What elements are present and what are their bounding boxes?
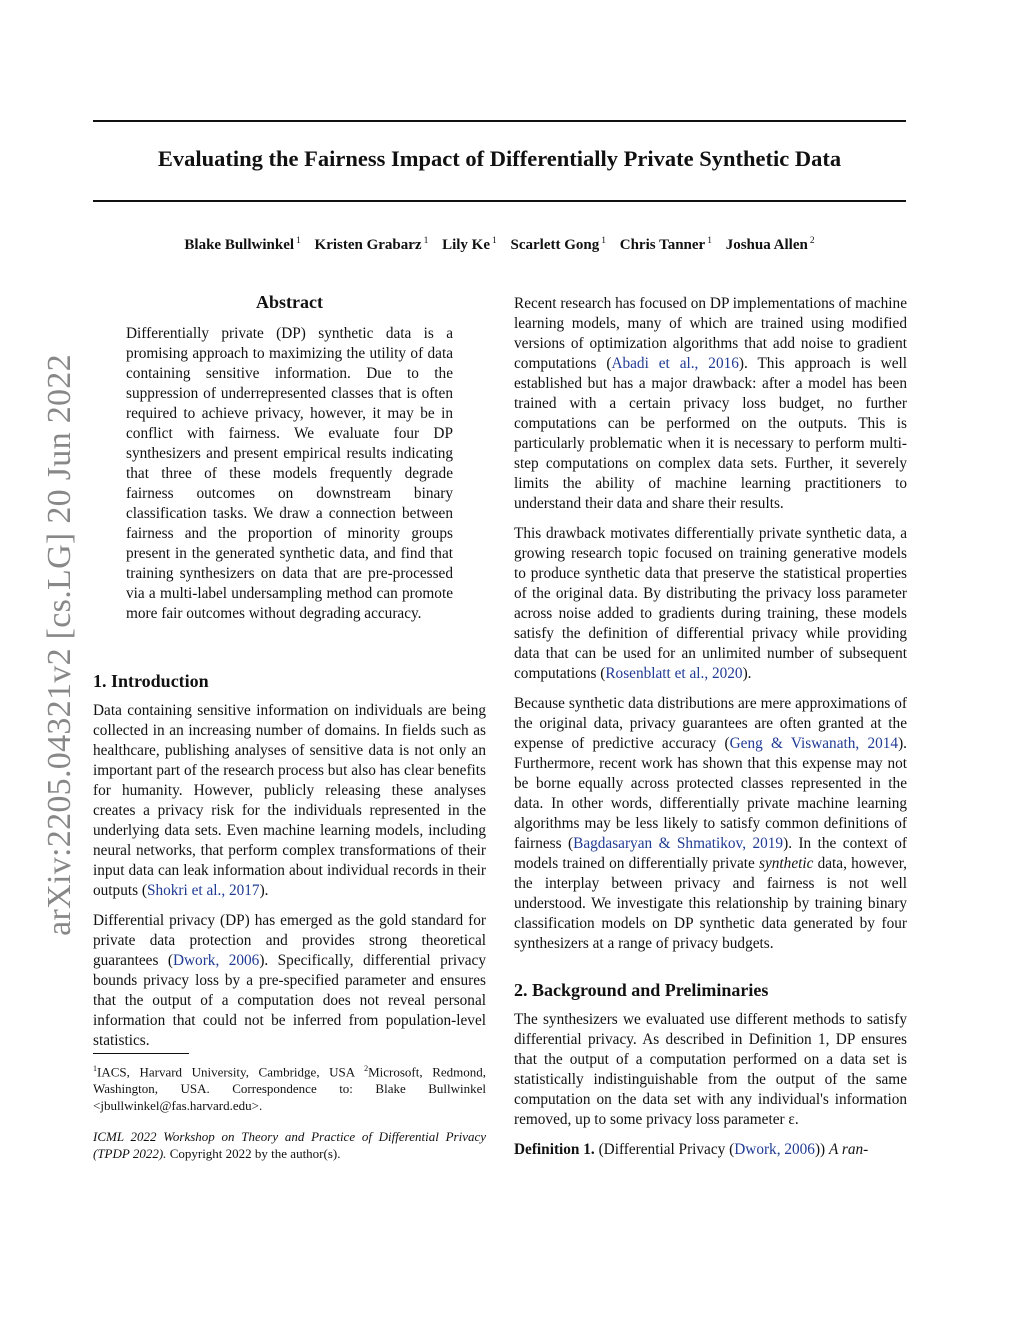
definition-paragraph: Definition 1. (Differential Privacy (Dwork, 2006)) A ran- [514,1141,869,1158]
abstract-heading: Abstract [256,292,323,312]
paper-title: Evaluating the Fairness Impact of Differentially Private Synthetic Data [157,146,842,171]
citation-link[interactable]: Geng & Viswanath, 2014 [729,735,899,752]
author-list [93,236,906,254]
intro-paragraph: Differential privacy (DP) has emerged as the gold standard for private data protection and provides strong theoretical guarantees (Dwork, 2006). Specifically, differential privacy bounds privacy loss by a pre-specified parameter and ensures that the output of a computation does not reveal personal information that could not be inferred from population-level statistics. [93,912,486,1049]
footnote-rule [93,1053,189,1054]
body-paragraph: Because synthetic data distributions are mere approximations of the original data, privacy guarantees are often granted at the expense of predictive accuracy (Geng & Viswanath, 2014). Furthermore, recent work has shown that this expense may not be borne equally across protected classes represented in the data. In other words, differentially private machine learning algorithms may be less likely to satisfy common definitions of fairness (Bagdasaryan & Shmatikov, 2019). In the context of models trained on differentially private synthetic data, however, the interplay between privacy and fairness is not well understood. We investigate this relationship by training binary classification models on DP synthetic data generated by four synthesizers at a range of privacy budgets. [514,695,907,952]
section2-heading: 2. Background and Preliminaries [514,980,769,1000]
intro-heading: 1. Introduction [93,671,209,691]
abstract-body: Differentially private (DP) synthetic data is a promising approach to maximizing the utility of data containing sensitive information. Due to the suppression of underrepresented classes that is often required to achieve privacy, however, it may be in conflict with fairness. We evaluate four DP synthesizers and present empirical results indicating that three of these models frequently degrade fairness outcomes on downstream binary classification tasks. We draw a connection between fairness and the proportion of minority groups present in the generated synthetic data, and find that training synthesizers on data that are pre-processed via a multi-label undersampling method can promote more fair outcomes without degrading accuracy. [126,325,453,622]
arxiv-identifier: arXiv:2205.04321v2 [cs.LG] 20 Jun 2022 [41,354,78,936]
author: Kristen Grabarz $^1$ [314,236,429,253]
body-paragraph: Recent research has focused on DP implementations of machine learning models, many of which are trained using modified versions of optimization algorithms that add noise to gradient computations (Abadi et al., 2016). This approach is well established but has a major drawback: after a model has been trained with a certain privacy loss budget, no further computations can be performed on the outputs. This is particularly problematic when it is necessary to perform multi-step computations on complex data sets. Further, it severely limits the ability of machine learning practitioners to understand their data and share their results. [514,295,907,512]
citation-link[interactable]: Dwork, 2006 [172,952,260,969]
author: Blake Bullwinkel $^1$ [184,236,301,253]
affiliation-footnote: $^1$IACS, Harvard University, Cambridge, USA $^2$Microsoft, Redmond, Washington, USA. Correspondence to: Blake Bullwinkel <jbullwinkel@fas.harvard.edu>. [93,1064,487,1114]
citation-link[interactable]: Abadi et al., 2016 [611,355,739,372]
author: Lily Ke $^1$ [442,236,497,253]
title-bottom-rule [93,200,906,202]
top-rule [93,120,906,122]
right-column [514,294,907,1170]
body-paragraph: The synthesizers we evaluated use different methods to satisfy differential privacy. As described in Definition 1, DP ensures that the output of a computation performed on a data set is statistically indistinguishable from the output of the same computation on the data set with any individual's information removed, up to some privacy loss parameter ε. [514,1011,907,1128]
author: Scarlett Gong $^1$ [510,236,606,253]
citation-link[interactable]: Shokri et al., 2017 [146,882,260,899]
citation-link[interactable]: Rosenblatt et al., 2020 [605,665,743,682]
author: Joshua Allen $^2$ [725,236,815,253]
citation-link[interactable]: Dwork, 2006 [734,1141,815,1158]
venue-note: ICML 2022 Workshop on Theory and Practice of Differential Privacy (TPDP 2022). Copyright 2022 by the author(s). [93,1129,486,1162]
intro-paragraph: Data containing sensitive information on individuals are being collected in an increasing number of domains. In fields such as healthcare, publishing analyses of sensitive data is not only an important part of the research process but also has clear benefits for humanity. However, publicly releasing these analyses creates a privacy risk for the individuals represented in the underlying data sets. Even machine learning models, including neural networks, that perform complex transformations of their input data can leak information about individual records in their outputs (Shokri et al., 2017). [93,702,486,899]
citation-link[interactable]: Bagdasaryan & Shmatikov, 2019 [573,835,784,852]
left-column [93,290,486,1162]
author: Chris Tanner $^1$ [619,236,712,253]
body-paragraph: This drawback motivates differentially private synthetic data, a growing research topic focused on training generative models to produce synthetic data that preserve the statistical properties of the original data. By distributing the privacy loss parameter across noise added to gradients during training, these models satisfy the definition of differential privacy while providing data that can be used for an unlimited number of subsequent computations (Rosenblatt et al., 2020). [514,525,907,682]
